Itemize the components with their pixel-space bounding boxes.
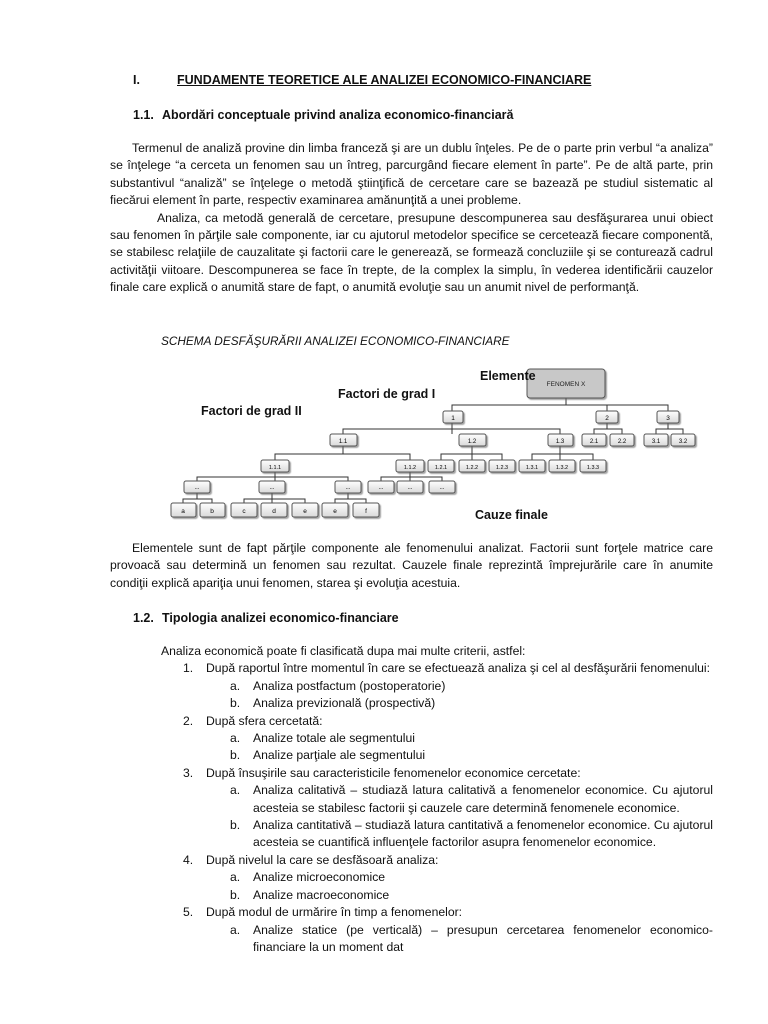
section-title: Abordări conceptuale privind analiza economico-financiară [162,108,514,122]
sub-list-item: b. Analize macroeconomice [230,887,390,902]
paragraph-elements-block [110,540,713,592]
svg-text:1.2.2: 1.2.2 [465,465,479,471]
list-item: 4. După nivelul la care se desfăsoară analiza: [183,852,439,867]
svg-text:...: ... [345,485,351,491]
label-elemente: Elemente [480,369,536,383]
tree-node [261,503,287,517]
sub-list-item: a. Analiza postfactum (postoperatorie) [230,678,446,693]
tree-node [353,503,379,517]
svg-text:1.3.2: 1.3.2 [555,465,569,471]
section-title: Tipologia analizei economico-financiare [162,611,399,625]
svg-text:c: c [242,508,246,515]
svg-text:...: ... [439,485,445,491]
list-item: 5. După modul de urmărire în timp a fenomenelor: [183,905,463,920]
tree-node [582,434,606,446]
svg-text:1.3: 1.3 [555,439,565,445]
level3-nodes [261,460,606,472]
svg-text:d: d [272,508,276,515]
svg-text:...: ... [378,485,384,491]
sub-list-item: b. Analize parţiale ale segmentului [230,748,426,763]
tree-node [548,434,573,446]
svg-text:1.1: 1.1 [338,439,348,445]
label-factori-grad-2: Factori de grad II [201,404,302,418]
svg-text:2.1: 2.1 [589,439,599,445]
tree-node [443,411,463,423]
svg-text:1.1.1: 1.1.1 [268,465,282,471]
tree-node [368,481,394,493]
section-number: 1.2. [133,611,154,625]
paragraph-analysis: Analiza, ca metodă generală de cercetare, presupune descompunerea sau desfăşurarea unui obiect sau fenomen în părţile sale componente, iar cu ajutorul metodelor specifice se cercetează fiecare componentă, se stabilesc relaţiile de cauzalitate şi factorii care le generează, se formează concluziile şi se conturează cadrul activităţii viitoare. Descompunerea se face în trepte, de la complex la simplu, în vederea identificării cauzelor finale care explică o anumită stare de fapt, o anumită evoluţie sau un anumit nivel de performanţă. [110,210,713,295]
section-number: 1.1. [133,108,154,122]
tree-node [610,434,634,446]
sub-list-item: a. Analiza calitativă – studiază latura calitativă a fenomenelor economice. Cu ajutorul acesteia se stabilesc factorii şi cauzele care determină fenomenele economice. [230,783,713,815]
tree-node [671,434,695,446]
label-factori-grad-1: Factori de grad I [338,387,436,401]
svg-text:2.2: 2.2 [617,439,627,445]
tree-node [171,503,196,517]
tree-node [644,434,668,446]
tree-node [259,481,285,493]
sub-list-item: b. Analiza previzională (prospectivă) [230,696,436,711]
typology-intro: Analiza economică poate fi clasificată dupa mai multe criterii, astfel: [161,644,526,658]
svg-text:1.3.1: 1.3.1 [525,465,539,471]
svg-text:3: 3 [666,415,670,422]
tree-node [330,434,357,446]
level2-nodes [330,434,695,446]
chapter-number: I. [133,73,140,87]
tree-node [489,460,515,472]
paragraph-elements: Elementele sunt de fapt părţile componente ale fenomenului analizat. Factorii sunt forţele matrice care provoacă sau determină un fenomen sau rezultat. Cauzele finale reprezintă împrejurările care în anumite condiţii explică apariţia unui fenomen, starea şi evoluţia acestuia. [110,541,713,590]
svg-text:1: 1 [451,415,455,422]
tree-node [397,481,423,493]
schema-title: SCHEMA DESFĂŞURĂRII ANALIZEI ECONOMICO-FINANCIARE [161,334,510,348]
svg-text:3.2: 3.2 [678,439,688,445]
tree-node [184,481,210,493]
svg-text:a: a [181,508,185,515]
sub-list-item: a. Analize statice (pe verticală) – presupun cercetarea fenomenelor economico-financiare la un moment dat [230,922,713,954]
svg-text:...: ... [407,485,413,491]
tree-node [519,460,545,472]
chapter-title: FUNDAMENTE TEORETICE ALE ANALIZEI ECONOMICO-FINANCIARE [177,73,592,87]
svg-text:3.1: 3.1 [651,439,661,445]
svg-text:e: e [303,508,307,515]
svg-text:f: f [365,508,367,515]
tree-node [429,481,455,493]
tree-node [261,460,289,472]
svg-text:1.2.1: 1.2.1 [434,465,448,471]
tree-node [580,460,606,472]
tree-node [335,481,361,493]
tree-node [428,460,454,472]
tree-node [322,503,348,517]
root-label: FENOMEN X [546,381,586,388]
sub-list-item: b. Analiza cantitativă – studiază latura cantitativă a fenomenelor economice. Cu ajutorul acesteia se cuantifică influenţele factorilor asupra fenomenelor economice. [230,818,713,850]
svg-text:1.2: 1.2 [467,439,477,445]
sub-list-item: a. Analize totale ale segmentului [230,731,415,746]
paragraph-definition: Termenul de analiză provine din limba franceză şi are un dublu înţeles. Pe de o parte prin verbul “a analiza” se înţelege “a cerceta un fenomen sau un întreg, parcurgând fiecare element în parte”. Pe de altă parte, prin substantivul “analiză” se înţelege o metodă ştiinţifică de cercetare care se bazează pe studiul sistematic al fiecărui element în parte, respectiv examinarea amănunţită a unei probleme. [110,141,713,208]
svg-text:b: b [210,508,214,515]
tree-node [396,460,424,472]
sub-list-item: a. Analize microeconomice [230,870,386,885]
svg-text:1.1.2: 1.1.2 [403,465,417,471]
tree-node [657,411,679,423]
list-item: 1. După raportul între momentul în care se efectuează analiza şi cel al desfăşurării fenomenului: [183,661,711,676]
svg-text:...: ... [194,485,200,491]
leaf-nodes [171,503,379,517]
label-cauze-finale: Cauze finale [475,508,548,522]
section-heading-1-2 [133,611,399,625]
tree-node [549,460,575,472]
tree-node [459,434,486,446]
svg-text:1.3.3: 1.3.3 [586,465,600,471]
level4-nodes [184,481,455,493]
svg-text:e: e [333,508,337,515]
root-node [527,369,605,398]
tree-node [231,503,257,517]
tree-node [200,503,225,517]
tree-node [292,503,318,517]
list-item: 3. După însuşirile sau caracteristicile fenomenelor economice cercetate: [183,765,581,780]
tree-node [459,460,485,472]
typology-list [110,643,713,956]
svg-text:1.2.3: 1.2.3 [495,465,509,471]
list-item: 2. După sfera cercetată: [183,713,323,728]
level1-nodes [443,411,679,423]
svg-text:...: ... [269,485,275,491]
svg-text:2: 2 [605,415,609,422]
tree-node [596,411,618,423]
